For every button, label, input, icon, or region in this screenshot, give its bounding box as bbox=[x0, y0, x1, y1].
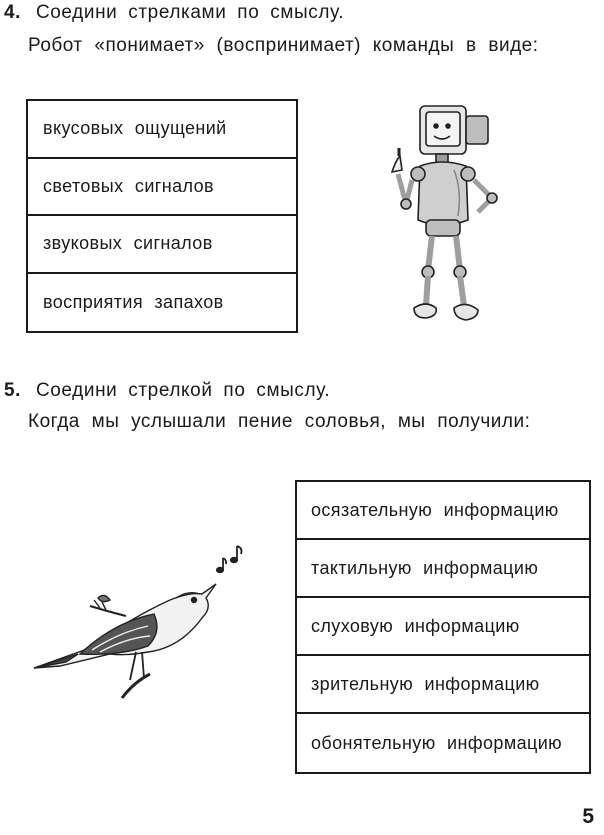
option-light[interactable]: световых сигналов bbox=[28, 159, 296, 217]
task-5-prompt: Когда мы услышали пение соловья, мы получили: bbox=[28, 411, 531, 432]
option-sound[interactable]: звуковых сигналов bbox=[28, 216, 296, 274]
task-4-options bbox=[26, 99, 298, 333]
task-5-number: 5. bbox=[4, 380, 22, 401]
task-5-options bbox=[295, 480, 591, 774]
robot-illustration bbox=[378, 100, 518, 330]
option-visual[interactable]: зрительную информацию bbox=[297, 656, 589, 714]
task-4-title bbox=[4, 2, 344, 24]
task-4-instruction: Соедини стрелками по смыслу. bbox=[35, 2, 345, 23]
task-5-title bbox=[4, 380, 330, 402]
option-tactile-1[interactable]: осязательную информацию bbox=[297, 482, 589, 540]
page-number: 5 bbox=[582, 805, 594, 828]
music-notes-icon bbox=[214, 540, 254, 580]
option-olfactory[interactable]: обонятельную информацию bbox=[311, 732, 563, 753]
option-auditory[interactable]: слуховую информацию bbox=[297, 598, 589, 656]
task-4-number: 4. bbox=[4, 2, 22, 23]
option-smell[interactable]: восприятия запахов bbox=[43, 291, 224, 312]
nightingale-illustration bbox=[30, 570, 220, 705]
task-5-instruction: Соедини стрелкой по смыслу. bbox=[35, 380, 331, 401]
task-4-prompt: Робот «понимает» (воспринимает) команды в виде: bbox=[28, 35, 539, 56]
option-taste[interactable]: вкусовых ощущений bbox=[28, 101, 296, 159]
option-tactile-2[interactable]: тактильную информацию bbox=[297, 540, 589, 598]
